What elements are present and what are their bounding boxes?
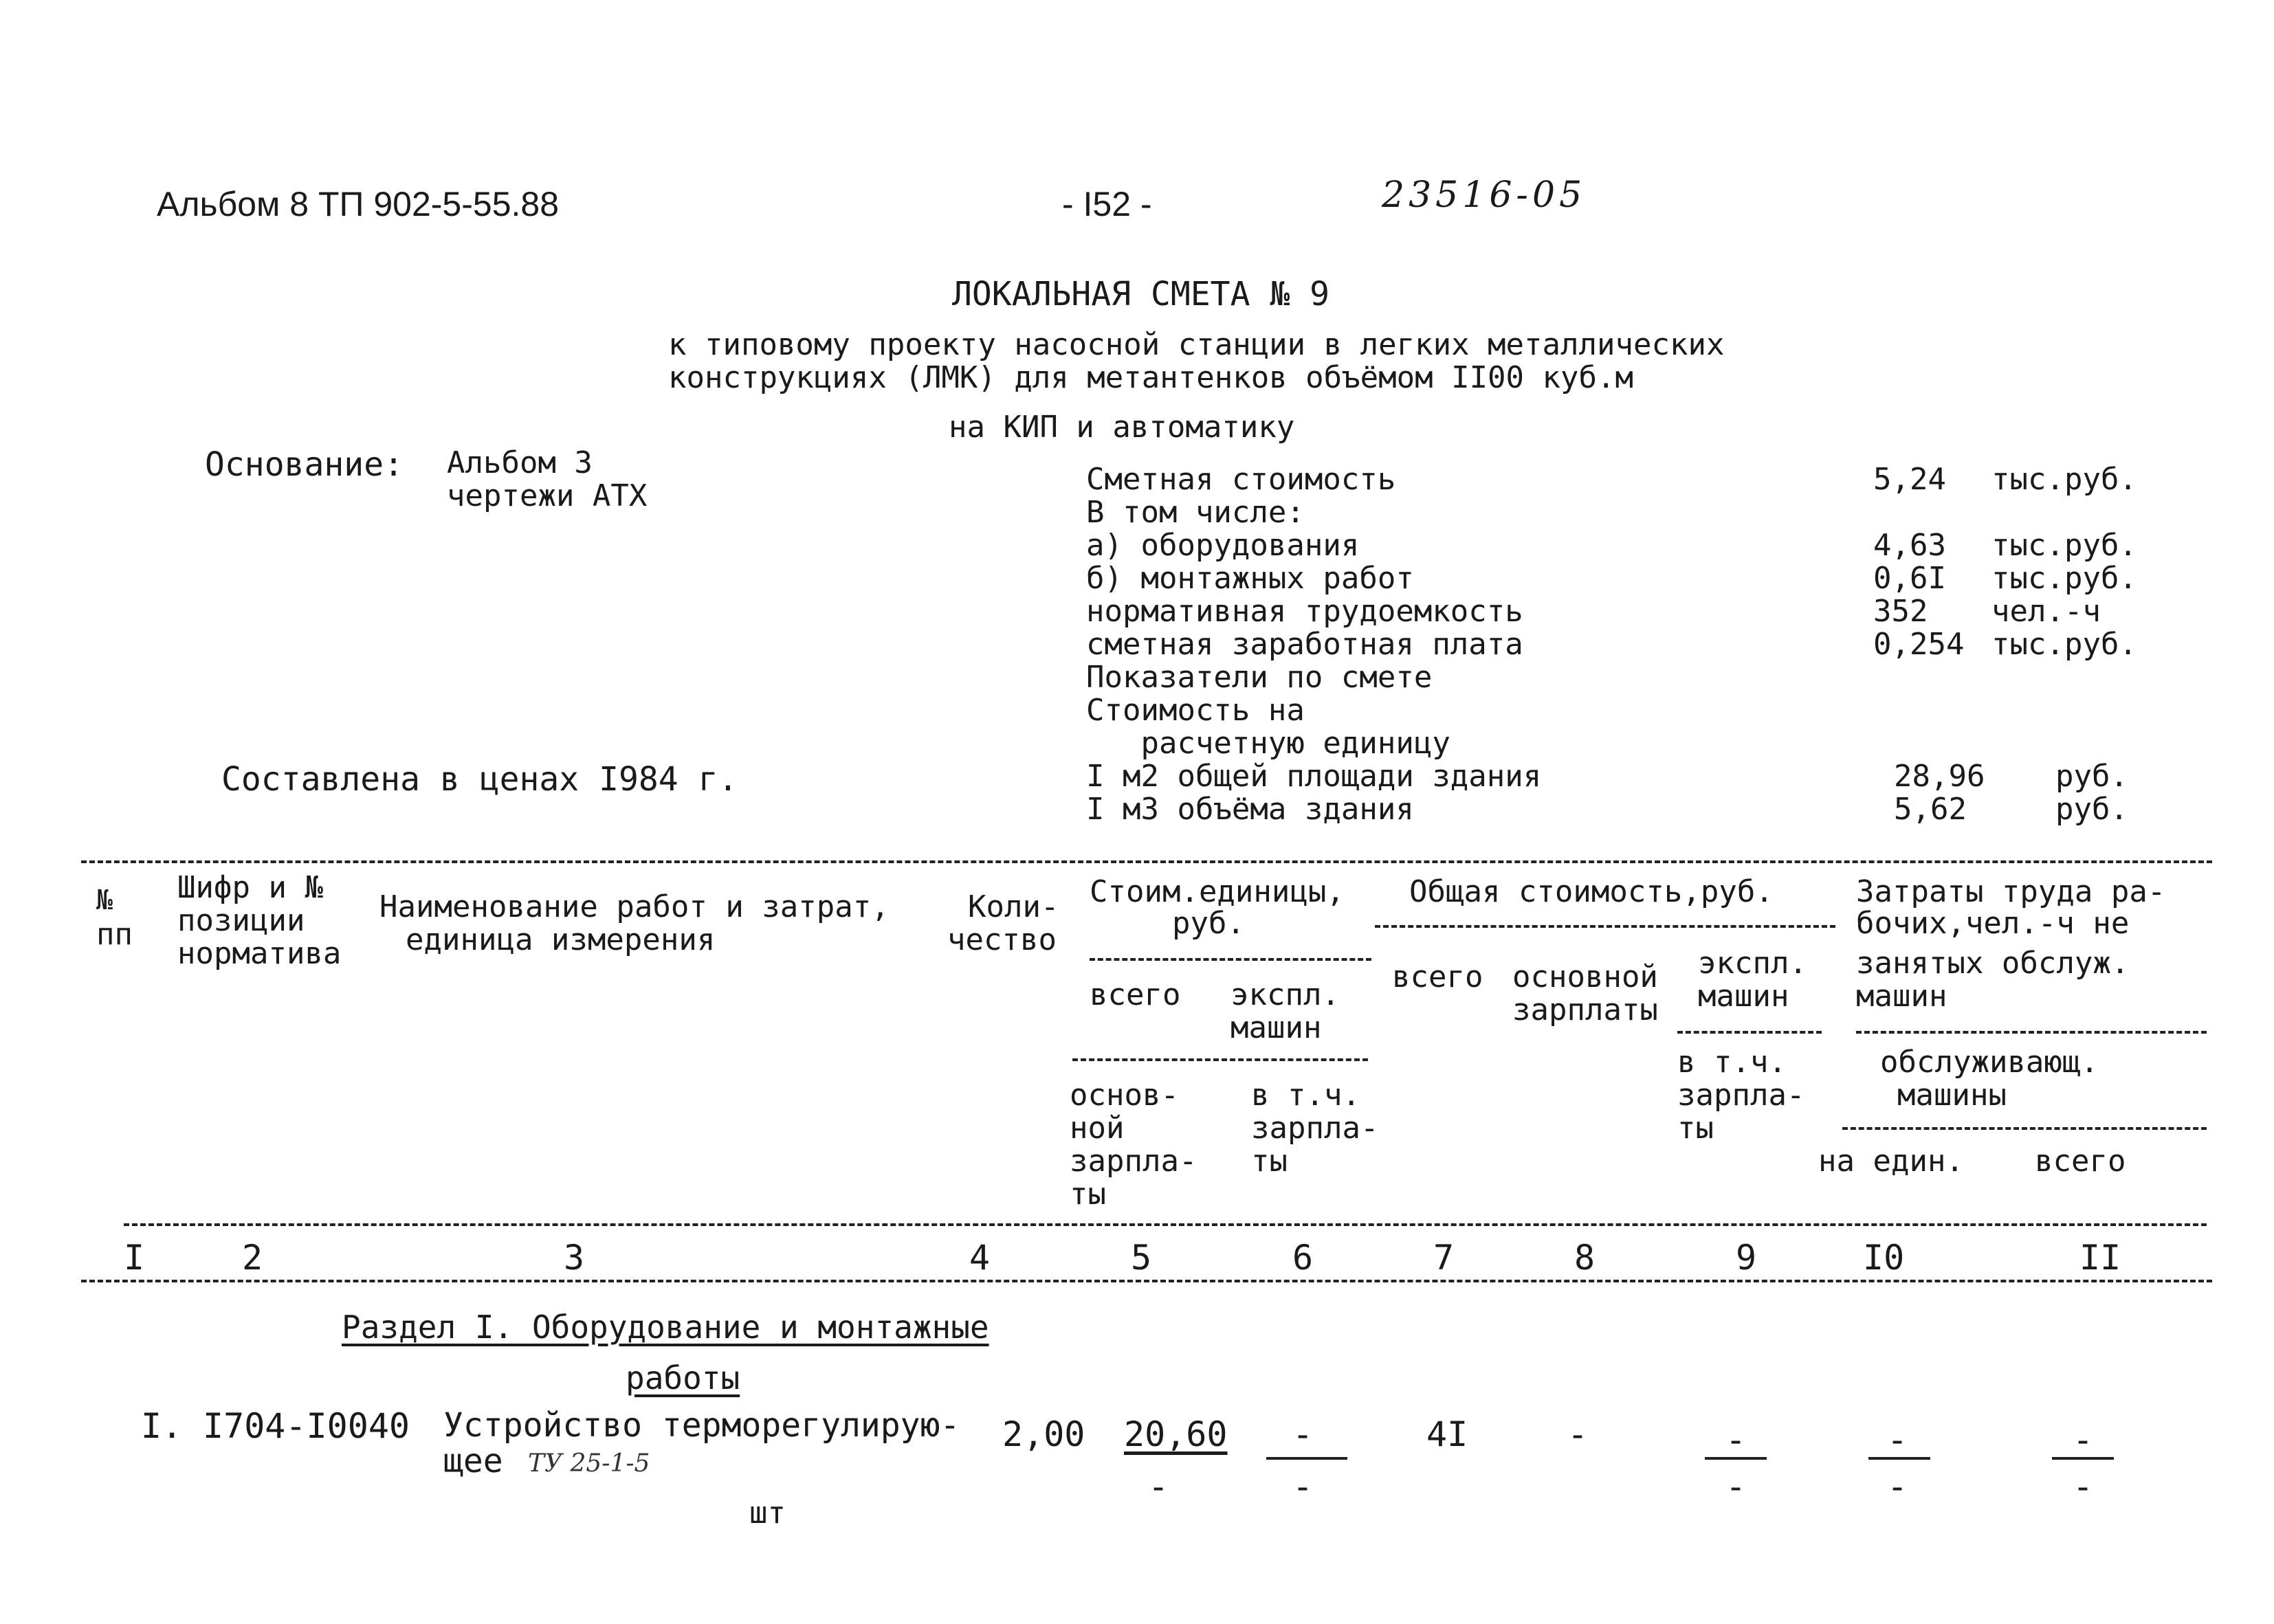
col6b-header: в т.ч. — [1251, 1078, 1360, 1113]
summary-value: 5,62 — [1894, 792, 1967, 827]
col9b-header: в т.ч. — [1677, 1045, 1787, 1080]
document-title: ЛОКАЛЬНАЯ СМЕТА № 9 — [952, 275, 1330, 313]
col4-header: Коли- — [968, 889, 1059, 924]
column-number: 2 — [242, 1238, 263, 1278]
col6b-header: зарпла- — [1251, 1111, 1379, 1146]
basis-value-2: чертежи АТХ — [447, 478, 648, 513]
summary-value: 352 — [1873, 594, 1928, 629]
page-number: - I52 - — [1062, 185, 1152, 223]
col5b-header: зарпла- — [1070, 1144, 1197, 1179]
summary-label: Показатели по смете — [1086, 660, 1433, 695]
column-number: 3 — [564, 1238, 585, 1278]
col789-rule — [1375, 925, 1835, 928]
section-title: работы — [626, 1359, 740, 1397]
summary-unit: чел.-ч — [1991, 594, 2101, 629]
summary-unit: тыс.руб. — [1991, 627, 2137, 662]
column-number: 9 — [1736, 1238, 1757, 1278]
fraction-line — [2052, 1457, 2114, 1460]
row-total-salary: - — [1567, 1414, 1589, 1454]
summary-label: расчетную единицу — [1086, 726, 1450, 761]
table-top-rule — [81, 860, 2212, 863]
summary-unit: руб. — [2055, 792, 2128, 827]
col9b-header: зарпла- — [1677, 1078, 1805, 1113]
summary-value: 5,24 — [1873, 462, 1946, 497]
row-quantity: 2,00 — [1002, 1414, 1085, 1454]
row-number: I. — [141, 1406, 183, 1446]
row-unit: шт — [749, 1495, 786, 1531]
col1011-rule-2 — [1842, 1127, 2207, 1130]
col9-header: экспл. — [1698, 946, 1807, 981]
col6b-header: ты — [1251, 1144, 1288, 1179]
title-line-3: на КИП и автоматику — [949, 410, 1295, 445]
col1011-mid-header: обслуживающ. — [1880, 1045, 2099, 1080]
row-code: I704-I0040 — [203, 1406, 410, 1446]
col2-header: позиции — [177, 903, 305, 938]
summary-value: 0,254 — [1873, 627, 1965, 662]
col3-header: Наименование работ и затрат, — [379, 889, 890, 924]
summary-label: I м2 общей площади здания — [1086, 759, 1542, 794]
summary-label: I м3 объёма здания — [1086, 792, 1414, 827]
col9b-header: ты — [1677, 1111, 1714, 1146]
col10-header: на един. — [1818, 1144, 1964, 1179]
col1011-rule — [1856, 1031, 2207, 1034]
fraction-line — [1266, 1457, 1347, 1460]
col1-header: № — [96, 885, 113, 916]
album-reference: Альбом 8 ТП 902-5-55.88 — [157, 185, 560, 223]
col3-header: единица измерения — [406, 922, 716, 957]
row-total-machine-salary: - — [1725, 1467, 1747, 1506]
row-unit-cost: 20,60 — [1124, 1414, 1228, 1454]
col7-header: всего — [1392, 959, 1483, 994]
row-unit-cost-salary: - — [1148, 1467, 1169, 1506]
row-labor-total: - — [2073, 1420, 2094, 1460]
row-labor-unit-service: - — [1887, 1467, 1908, 1506]
title-line-2: конструкциях (ЛМК) для метантенков объёмом II00 куб.м — [668, 360, 1633, 395]
col2-header: норматива — [177, 936, 342, 971]
summary-label: Стоимость на — [1086, 693, 1305, 728]
col5b-header: основ- — [1070, 1078, 1179, 1113]
summary-unit: тыс.руб. — [1991, 561, 2137, 596]
header-bottom-rule — [124, 1223, 2207, 1226]
col2-header: Шифр и № — [177, 870, 323, 905]
col56-header: Стоим.единицы, — [1090, 874, 1345, 909]
summary-value: 28,96 — [1894, 759, 1985, 794]
price-base: Составлена в ценах I984 г. — [221, 760, 738, 799]
col8-header: основной — [1512, 959, 1658, 994]
col9-header: машин — [1698, 979, 1789, 1014]
col1011-mid-header: машины — [1897, 1078, 2007, 1113]
col789-header: Общая стоимость,руб. — [1409, 874, 1774, 909]
row-unit-machine-salary: - — [1292, 1467, 1314, 1506]
row-labor-unit: - — [1887, 1420, 1908, 1460]
summary-label: сметная заработная плата — [1086, 627, 1523, 662]
row-name: щее — [443, 1442, 503, 1480]
column-number: 4 — [969, 1238, 991, 1278]
col5b-header: ты — [1070, 1177, 1106, 1212]
col56-rule-2 — [1072, 1058, 1368, 1061]
summary-unit: тыс.руб. — [1991, 462, 2137, 497]
col1011-header: занятых обслуж. — [1856, 946, 2130, 981]
basis-label: Основание: — [205, 445, 404, 484]
row-total-machine: - — [1725, 1420, 1747, 1460]
col5b-header: ной — [1070, 1111, 1125, 1146]
summary-label: Сметная стоимость — [1086, 462, 1396, 497]
summary-value: 0,6I — [1873, 561, 1946, 596]
summary-label: В том числе: — [1086, 495, 1305, 530]
row-total: 4I — [1426, 1414, 1468, 1454]
basis-value-1: Альбом 3 — [447, 445, 593, 480]
column-number: 7 — [1433, 1238, 1455, 1278]
col8-header: зарплаты — [1512, 992, 1658, 1027]
col1-header: пп — [96, 917, 133, 952]
row-name: Устройство терморегулирую- — [443, 1406, 960, 1445]
col56-header: руб. — [1172, 906, 1245, 941]
summary-value: 4,63 — [1873, 528, 1946, 563]
col1011-header: Затраты труда ра- — [1856, 874, 2166, 909]
col9-rule — [1677, 1031, 1822, 1034]
row-name-note: ТУ 25-1-5 — [528, 1449, 650, 1478]
column-number: I0 — [1863, 1238, 1905, 1278]
section-title: Раздел I. Оборудование и монтажные — [342, 1309, 989, 1346]
title-line-1: к типовому проекту насосной станции в легких металлических — [668, 327, 1725, 362]
col5-header: всего — [1090, 977, 1181, 1012]
fraction-line — [1868, 1457, 1930, 1460]
fraction-line — [1705, 1457, 1767, 1460]
row-unit-machine: - — [1292, 1414, 1314, 1454]
column-number: 5 — [1131, 1238, 1152, 1278]
summary-unit: руб. — [2055, 759, 2128, 794]
col11-header: всего — [2035, 1144, 2126, 1179]
summary-label: б) монтажных работ — [1086, 561, 1414, 596]
col6-header: экспл. — [1230, 977, 1340, 1012]
col1011-header: бочих,чел.-ч не — [1856, 906, 2130, 941]
column-number: 8 — [1574, 1238, 1596, 1278]
col4-header: чество — [947, 922, 1057, 957]
column-number: 6 — [1292, 1238, 1314, 1278]
summary-label: нормативная трудоемкость — [1086, 594, 1523, 629]
col56-rule — [1090, 958, 1371, 961]
column-numbers-rule — [81, 1280, 2212, 1282]
summary-unit: тыс.руб. — [1991, 528, 2137, 563]
row-labor-total-service: - — [2073, 1467, 2094, 1506]
column-number: II — [2079, 1238, 2121, 1278]
col6-header: машин — [1230, 1010, 1322, 1045]
column-number: I — [124, 1238, 145, 1278]
handwritten-code: 23516-05 — [1382, 175, 1587, 216]
col1011-header: машин — [1856, 979, 1947, 1014]
summary-label: а) оборудования — [1086, 528, 1360, 563]
